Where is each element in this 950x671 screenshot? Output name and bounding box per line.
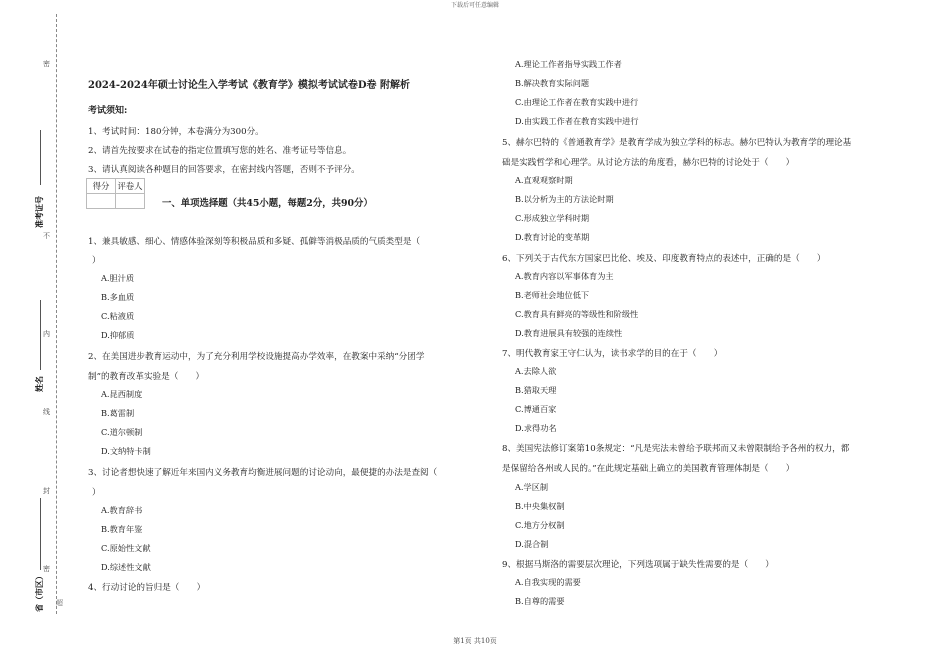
answer-option[interactable]: C.博通百家: [515, 404, 557, 414]
province-label: 省（市区）: [34, 572, 44, 612]
answer-option[interactable]: B.解决教育实际问题: [515, 78, 590, 88]
question-stem: 1、兼具敏感、细心、情感体验深刻等积极品质和多疑、孤僻等消极品质的气质类型是（: [88, 237, 421, 247]
answer-option[interactable]: B.老师社会地位低下: [515, 290, 590, 300]
answer-option[interactable]: B.教育年鉴: [101, 524, 143, 534]
answer-option[interactable]: B.葛雷制: [101, 408, 135, 418]
answer-option[interactable]: D.混合制: [515, 539, 549, 549]
question-stem: 8、美国宪法修订案第10条规定：“凡是宪法未曾给予联邦而又未曾限制给予各州的权力，都: [502, 444, 850, 454]
answer-option[interactable]: A.理论工作者指导实践工作者: [515, 59, 622, 69]
answer-option[interactable]: A.胆汁质: [101, 273, 135, 283]
answer-option[interactable]: C.地方分权制: [515, 520, 565, 530]
answer-option[interactable]: A.学区制: [515, 482, 549, 492]
notice-item: 2、请首先按要求在试卷的指定位置填写您的姓名、准考证号等信息。: [88, 146, 352, 156]
notice-item: 1、考试时间：180分钟，本卷满分为300分。: [88, 127, 264, 137]
answer-option[interactable]: D.教育讨论的变革期: [515, 232, 590, 242]
answer-option[interactable]: A.直观观察时期: [515, 175, 573, 185]
seal-char: 不: [43, 232, 50, 240]
seal-char: 密: [43, 565, 50, 573]
answer-option[interactable]: B.多血质: [101, 292, 135, 302]
question-stem: 6、下列关于古代东方国家巴比伦、埃及、印度教育特点的表述中，正确的是（ ）: [502, 254, 826, 264]
seal-char: 封: [43, 487, 50, 495]
exam-no-underline: [40, 130, 41, 185]
header-note: 下载后可任意编辑: [450, 2, 499, 9]
question-stem: ）: [92, 488, 101, 498]
answer-option[interactable]: A.自我实现的需要: [515, 577, 581, 587]
answer-option[interactable]: C.原始性文献: [101, 543, 151, 553]
question-stem: 是保留给各州或人民的。”在此规定基础上确立的美国教育管理体制是（ ）: [502, 464, 795, 474]
answer-option[interactable]: C.道尔顿制: [101, 427, 143, 437]
score-table: [86, 178, 145, 209]
province-underline: [40, 498, 41, 570]
seal-dashed-line: [56, 14, 57, 614]
answer-option[interactable]: D.求得功名: [515, 423, 557, 433]
answer-option[interactable]: B.以分析为主的方法论时期: [515, 194, 614, 204]
cross-mark: 超: [56, 599, 63, 607]
answer-option[interactable]: C.形成独立学科时期: [515, 213, 590, 223]
answer-option[interactable]: A.教育辞书: [101, 505, 143, 515]
name-underline: [40, 300, 41, 370]
score-label: 得分: [87, 179, 116, 194]
name-label: 姓名: [34, 376, 44, 392]
page-footer: 第1页 共10页: [453, 637, 497, 645]
question-stem: 4、行动讨论的旨归是（ ）: [88, 583, 206, 593]
answer-option[interactable]: B.自尊的需要: [515, 596, 565, 606]
question-stem: 3、讨论者想快速了解近年来国内义务教育均衡进展问题的讨论动向，最便捷的办法是查阅（: [88, 468, 438, 478]
answer-option[interactable]: A.昆西制度: [101, 389, 143, 399]
question-stem: 9、根据马斯洛的需要层次理论，下列选项属于缺失性需要的是（ ）: [502, 560, 774, 570]
grader-label: 评卷人: [116, 179, 145, 194]
exam-no-label: 准考证号: [34, 196, 44, 228]
grader-cell[interactable]: [116, 194, 145, 209]
question-stem: 制”的教育改革实验是（ ）: [88, 372, 205, 382]
question-stem: 5、赫尔巴特的《普通教育学》是教育学成为独立学科的标志。赫尔巴特认为教育学的理论基: [502, 138, 852, 148]
seal-char: 密: [43, 60, 50, 68]
section-heading: 一、单项选择题（共45小题，每题2分，共90分）: [162, 198, 373, 209]
seal-char: 内: [43, 330, 50, 338]
seal-char: 线: [43, 408, 50, 416]
answer-option[interactable]: A.去除人欲: [515, 366, 557, 376]
answer-option[interactable]: D.由实践工作者在教育实践中进行: [515, 116, 639, 126]
score-cell[interactable]: [87, 194, 116, 209]
answer-option[interactable]: D.综述性文献: [101, 562, 151, 572]
answer-option[interactable]: C.由理论工作者在教育实践中进行: [515, 97, 639, 107]
answer-option[interactable]: D.教育进展具有较强的连续性: [515, 328, 623, 338]
answer-option[interactable]: B.中央集权制: [515, 501, 565, 511]
answer-option[interactable]: D.抑郁质: [101, 330, 135, 340]
answer-option[interactable]: A.教育内容以军事体育为主: [515, 271, 614, 281]
answer-option[interactable]: D.文纳特卡制: [101, 446, 151, 456]
answer-option[interactable]: C.教育具有鲜亮的等级性和阶级性: [515, 309, 639, 319]
question-stem: 础是实践哲学和心理学。从讨论方法的角度看，赫尔巴特的讨论处于（ ）: [502, 158, 795, 168]
notice-heading: 考试须知:: [88, 106, 128, 116]
question-stem: ）: [92, 256, 101, 266]
notice-item: 3、请认真阅读各种题目的回答要求，在密封线内答题，否则不予评分。: [88, 165, 360, 175]
answer-option[interactable]: B.猎取天理: [515, 385, 557, 395]
question-stem: 7、明代教育家王守仁认为，读书求学的目的在于（ ）: [502, 349, 723, 359]
question-stem: 2、在美国进步教育运动中，为了充分利用学校设施提高办学效率，在教案中采纳“分团学: [88, 352, 425, 362]
document-title: 2024-2024年硕士讨论生入学考试《教育学》模拟考试试卷D卷 附解析: [88, 80, 410, 91]
answer-option[interactable]: C.粘液质: [101, 311, 135, 321]
